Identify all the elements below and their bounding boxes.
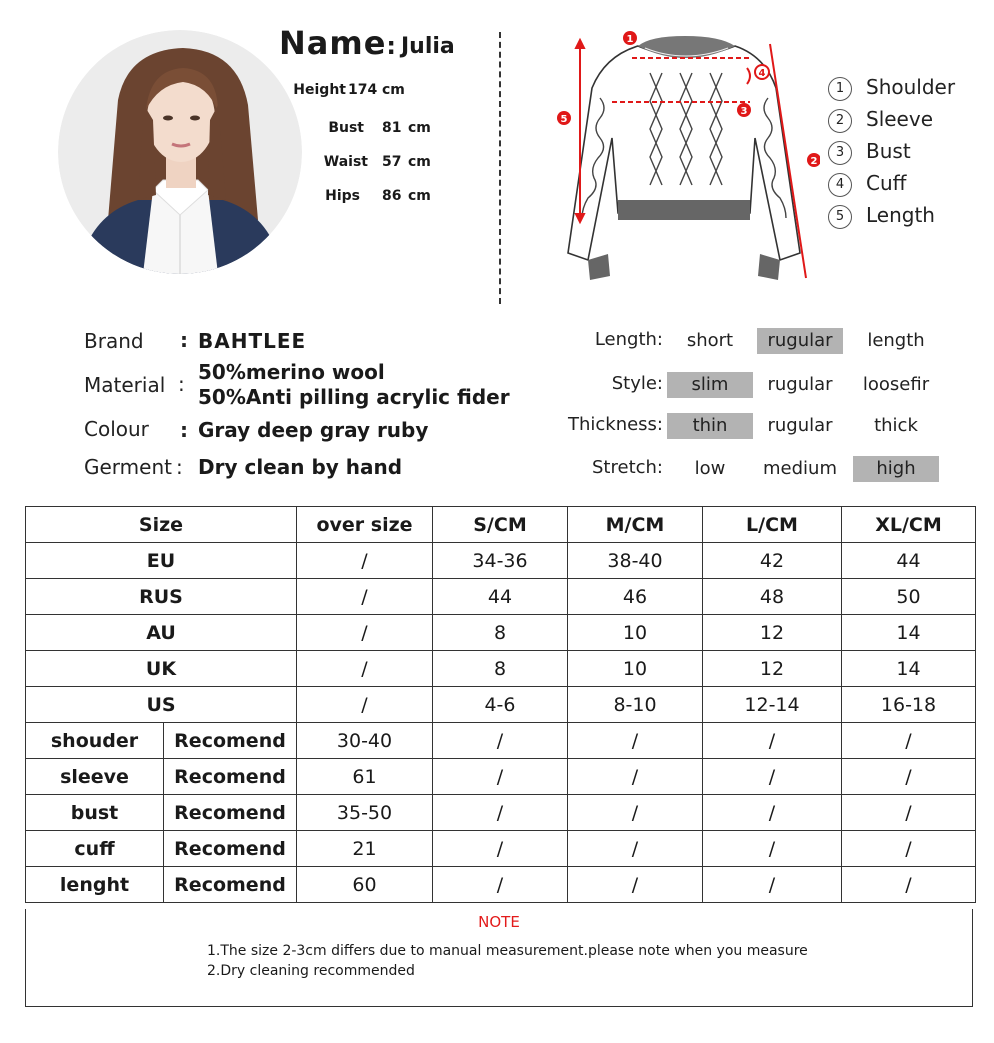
- table-header-cell: M/CM: [568, 507, 703, 543]
- table-row: bust Recomend 35-50 / / / /: [26, 795, 976, 831]
- sweater-measurement-diagram: [550, 28, 820, 290]
- legend-item-bust: 3 Bust: [828, 139, 911, 165]
- germent-value: Dry clean by hand: [198, 455, 403, 479]
- legend-item-shoulder: 1 Shoulder: [828, 75, 955, 101]
- svg-text:2: 2: [810, 156, 818, 167]
- table-row: EU / 34-36 38-40 42 44: [26, 543, 976, 579]
- attr-option: rugular: [767, 374, 833, 395]
- svg-text:5: 5: [560, 114, 568, 125]
- attr-option-selected: thin: [667, 413, 753, 439]
- name-label: Name:: [279, 24, 398, 62]
- size-chart-table: [25, 506, 976, 903]
- colour-colon: :: [180, 418, 188, 442]
- model-photo: [58, 30, 302, 274]
- brand-label: Brand: [84, 329, 144, 353]
- table-header-cell: over size: [297, 507, 433, 543]
- note-title: NOTE: [478, 913, 520, 931]
- table-header-cell: L/CM: [703, 507, 842, 543]
- attr-option: rugular: [767, 415, 833, 436]
- note-line-2: 2.Dry cleaning recommended: [207, 963, 415, 979]
- germent-label: Germent: [84, 455, 172, 479]
- attr-option: medium: [763, 458, 837, 479]
- table-row: UK / 8 10 12 14: [26, 651, 976, 687]
- svg-text:3: 3: [740, 106, 748, 117]
- table-header-cell: XL/CM: [842, 507, 976, 543]
- table-header-cell: Size: [26, 507, 297, 543]
- table-row: shouder Recomend 30-40 / / / /: [26, 723, 976, 759]
- table-row: cuff Recomend 21 / / / /: [26, 831, 976, 867]
- legend-item-sleeve: 2 Sleeve: [828, 107, 933, 133]
- table-row: RUS / 44 46 48 50: [26, 579, 976, 615]
- attr-option-selected: rugular: [757, 328, 843, 354]
- svg-text:1: 1: [626, 34, 634, 45]
- attr-option: low: [694, 458, 726, 479]
- model-measurements: Height 174 cm Bust 81 cm Waist 57 cm Hips 86 cm: [293, 82, 431, 204]
- material-line-1: 50%merino wool: [198, 360, 385, 384]
- colour-label: Colour: [84, 417, 149, 441]
- legend-item-cuff: 4 Cuff: [828, 171, 906, 197]
- attr-option-selected: high: [853, 456, 939, 482]
- attr-option: loosefir: [862, 374, 930, 395]
- table-row: lenght Recomend 60 / / / /: [26, 867, 976, 903]
- table-header-cell: S/CM: [433, 507, 568, 543]
- attr-option-selected: slim: [667, 372, 753, 398]
- table-row: AU / 8 10 12 14: [26, 615, 976, 651]
- model-name: Julia: [401, 34, 455, 59]
- table-header-row: [26, 507, 976, 543]
- material-line-2: 50%Anti pilling acrylic fider: [198, 385, 510, 409]
- attr-option: thick: [874, 415, 918, 436]
- germent-colon: :: [176, 455, 183, 479]
- note-line-1: 1.The size 2-3cm differs due to manual measurement.please note when you measure: [207, 943, 808, 959]
- brand-value: BAHTLEE: [198, 329, 307, 353]
- attr-option: short: [686, 330, 734, 351]
- note-box: [25, 909, 973, 1007]
- table-row: US / 4-6 8-10 12-14 16-18: [26, 687, 976, 723]
- svg-text:4: 4: [758, 68, 766, 79]
- section-divider: [499, 32, 501, 304]
- attr-option: length: [867, 330, 925, 351]
- material-label: Material: [84, 373, 166, 397]
- brand-colon: :: [180, 328, 188, 352]
- colour-value: Gray deep gray ruby: [198, 418, 429, 442]
- legend-item-length: 5 Length: [828, 203, 935, 229]
- table-row: sleeve Recomend 61 / / / /: [26, 759, 976, 795]
- material-colon: :: [178, 372, 185, 396]
